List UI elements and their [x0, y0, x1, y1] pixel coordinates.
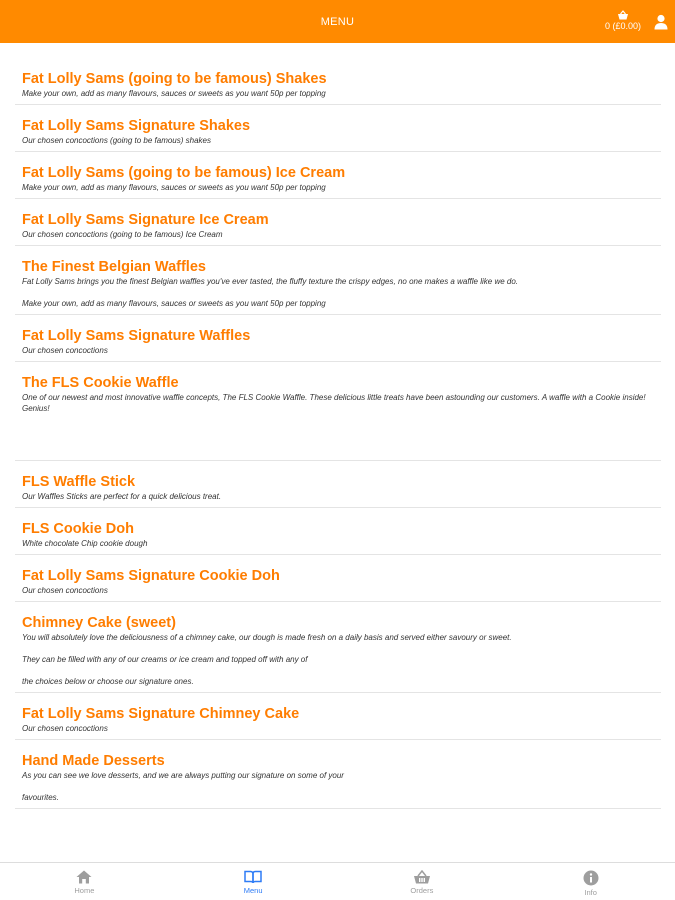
tab-home[interactable]	[0, 863, 169, 900]
menu-category-title: FLS Cookie Doh	[22, 521, 134, 537]
menu-category-title: The Finest Belgian Waffles	[22, 259, 206, 275]
menu-category-item[interactable]	[15, 315, 661, 362]
basket-count: 0 (£0.00)	[604, 21, 642, 31]
menu-category-item[interactable]	[15, 58, 661, 105]
menu-category-title: Fat Lolly Sams (going to be famous) Ice Cream	[22, 165, 346, 181]
menu-category-description	[22, 770, 654, 803]
menu-category-title: Fat Lolly Sams (going to be famous) Shakes	[22, 71, 327, 87]
basket-icon	[617, 10, 629, 20]
bottom-navigation	[0, 862, 675, 900]
menu-category-description	[22, 392, 654, 414]
menu-category-description	[22, 632, 654, 687]
tab-orders[interactable]	[338, 863, 507, 900]
menu-book-icon	[244, 870, 262, 884]
menu-category-title: Fat Lolly Sams Signature Waffles	[22, 328, 251, 344]
menu-category-description	[22, 491, 654, 502]
description-line: Our chosen concoctions	[22, 346, 108, 355]
menu-category-description	[22, 88, 654, 99]
menu-category-title: Fat Lolly Sams Signature Chimney Cake	[22, 706, 300, 722]
page-title: MENU	[320, 16, 355, 28]
menu-category-title: Fat Lolly Sams Signature Shakes	[22, 118, 251, 134]
description-line: Make your own, add as many flavours, sauces or sweets as you want 50p per topping	[22, 299, 326, 308]
menu-category-item[interactable]	[15, 555, 661, 602]
menu-category-description	[22, 723, 654, 734]
home-icon	[76, 870, 92, 884]
menu-category-item[interactable]	[15, 461, 661, 508]
menu-category-description	[22, 585, 654, 596]
basket-icon	[413, 870, 431, 884]
description-line: Our chosen concoctions (going to be famous) shakes	[22, 136, 211, 145]
menu-category-item[interactable]	[15, 152, 661, 199]
menu-category-description	[22, 538, 654, 549]
menu-category-title: The FLS Cookie Waffle	[22, 375, 179, 391]
menu-category-description	[22, 229, 654, 240]
menu-category-item[interactable]	[15, 693, 661, 740]
description-line: Make your own, add as many flavours, sauces or sweets as you want 50p per topping	[22, 183, 326, 192]
description-line: Our chosen concoctions	[22, 586, 108, 595]
description-line: You will absolutely love the deliciousness of a chimney cake, our dough is made fresh on a daily basis and served either savoury or sweet.	[22, 633, 512, 642]
tab-menu-label: Menu	[243, 886, 263, 895]
tab-home-label: Home	[74, 886, 95, 895]
tab-orders-label: Orders	[410, 886, 434, 895]
menu-category-item[interactable]	[15, 362, 661, 461]
description-line: As you can see we love desserts, and we are always putting our signature on some of your	[22, 771, 344, 780]
tab-menu[interactable]	[169, 863, 338, 900]
user-account-icon[interactable]	[654, 14, 668, 30]
menu-category-item[interactable]	[15, 740, 661, 809]
menu-category-item[interactable]	[15, 199, 661, 246]
menu-category-item[interactable]	[15, 246, 661, 315]
menu-category-title: Fat Lolly Sams Signature Cookie Doh	[22, 568, 280, 584]
menu-category-description	[22, 345, 654, 356]
menu-category-title: Fat Lolly Sams Signature Ice Cream	[22, 212, 269, 228]
description-line: favourites.	[22, 793, 59, 802]
description-line: White chocolate Chip cookie dough	[22, 539, 148, 548]
menu-category-title: Hand Made Desserts	[22, 753, 165, 769]
basket-button[interactable]	[603, 10, 643, 38]
description-line: the choices below or choose our signature ones.	[22, 677, 194, 686]
menu-category-description	[22, 182, 654, 193]
menu-category-list	[15, 58, 661, 861]
menu-category-item[interactable]	[15, 602, 661, 693]
description-line: Make your own, add as many flavours, sauces or sweets as you want 50p per topping	[22, 89, 326, 98]
description-line: Our chosen concoctions (going to be famous) Ice Cream	[22, 230, 223, 239]
menu-category-item[interactable]	[15, 508, 661, 555]
top-app-bar	[0, 0, 675, 43]
menu-category-title: Chimney Cake (sweet)	[22, 615, 176, 631]
info-icon	[583, 870, 599, 886]
tab-info[interactable]	[506, 863, 675, 900]
description-line: They can be filled with any of our creams or ice cream and topped off with any of	[22, 655, 308, 664]
menu-category-item[interactable]	[15, 105, 661, 152]
description-line: Fat Lolly Sams brings you the finest Belgian waffles you've ever tasted, the fluffy texture the crispy edges, no one makes a waffle like we do.	[22, 277, 519, 286]
description-line: Our Waffles Sticks are perfect for a quick delicious treat.	[22, 492, 222, 501]
menu-category-title: FLS Waffle Stick	[22, 474, 136, 490]
description-line: One of our newest and most innovative waffle concepts, The FLS Cookie Waffle. These delicious little treats have been astounding our customers. A waffle with a Cookie inside! Genius!	[22, 393, 646, 413]
tab-info-label: Info	[584, 888, 597, 897]
menu-category-description	[22, 276, 654, 309]
description-line: Our chosen concoctions	[22, 724, 108, 733]
menu-category-description	[22, 135, 654, 146]
